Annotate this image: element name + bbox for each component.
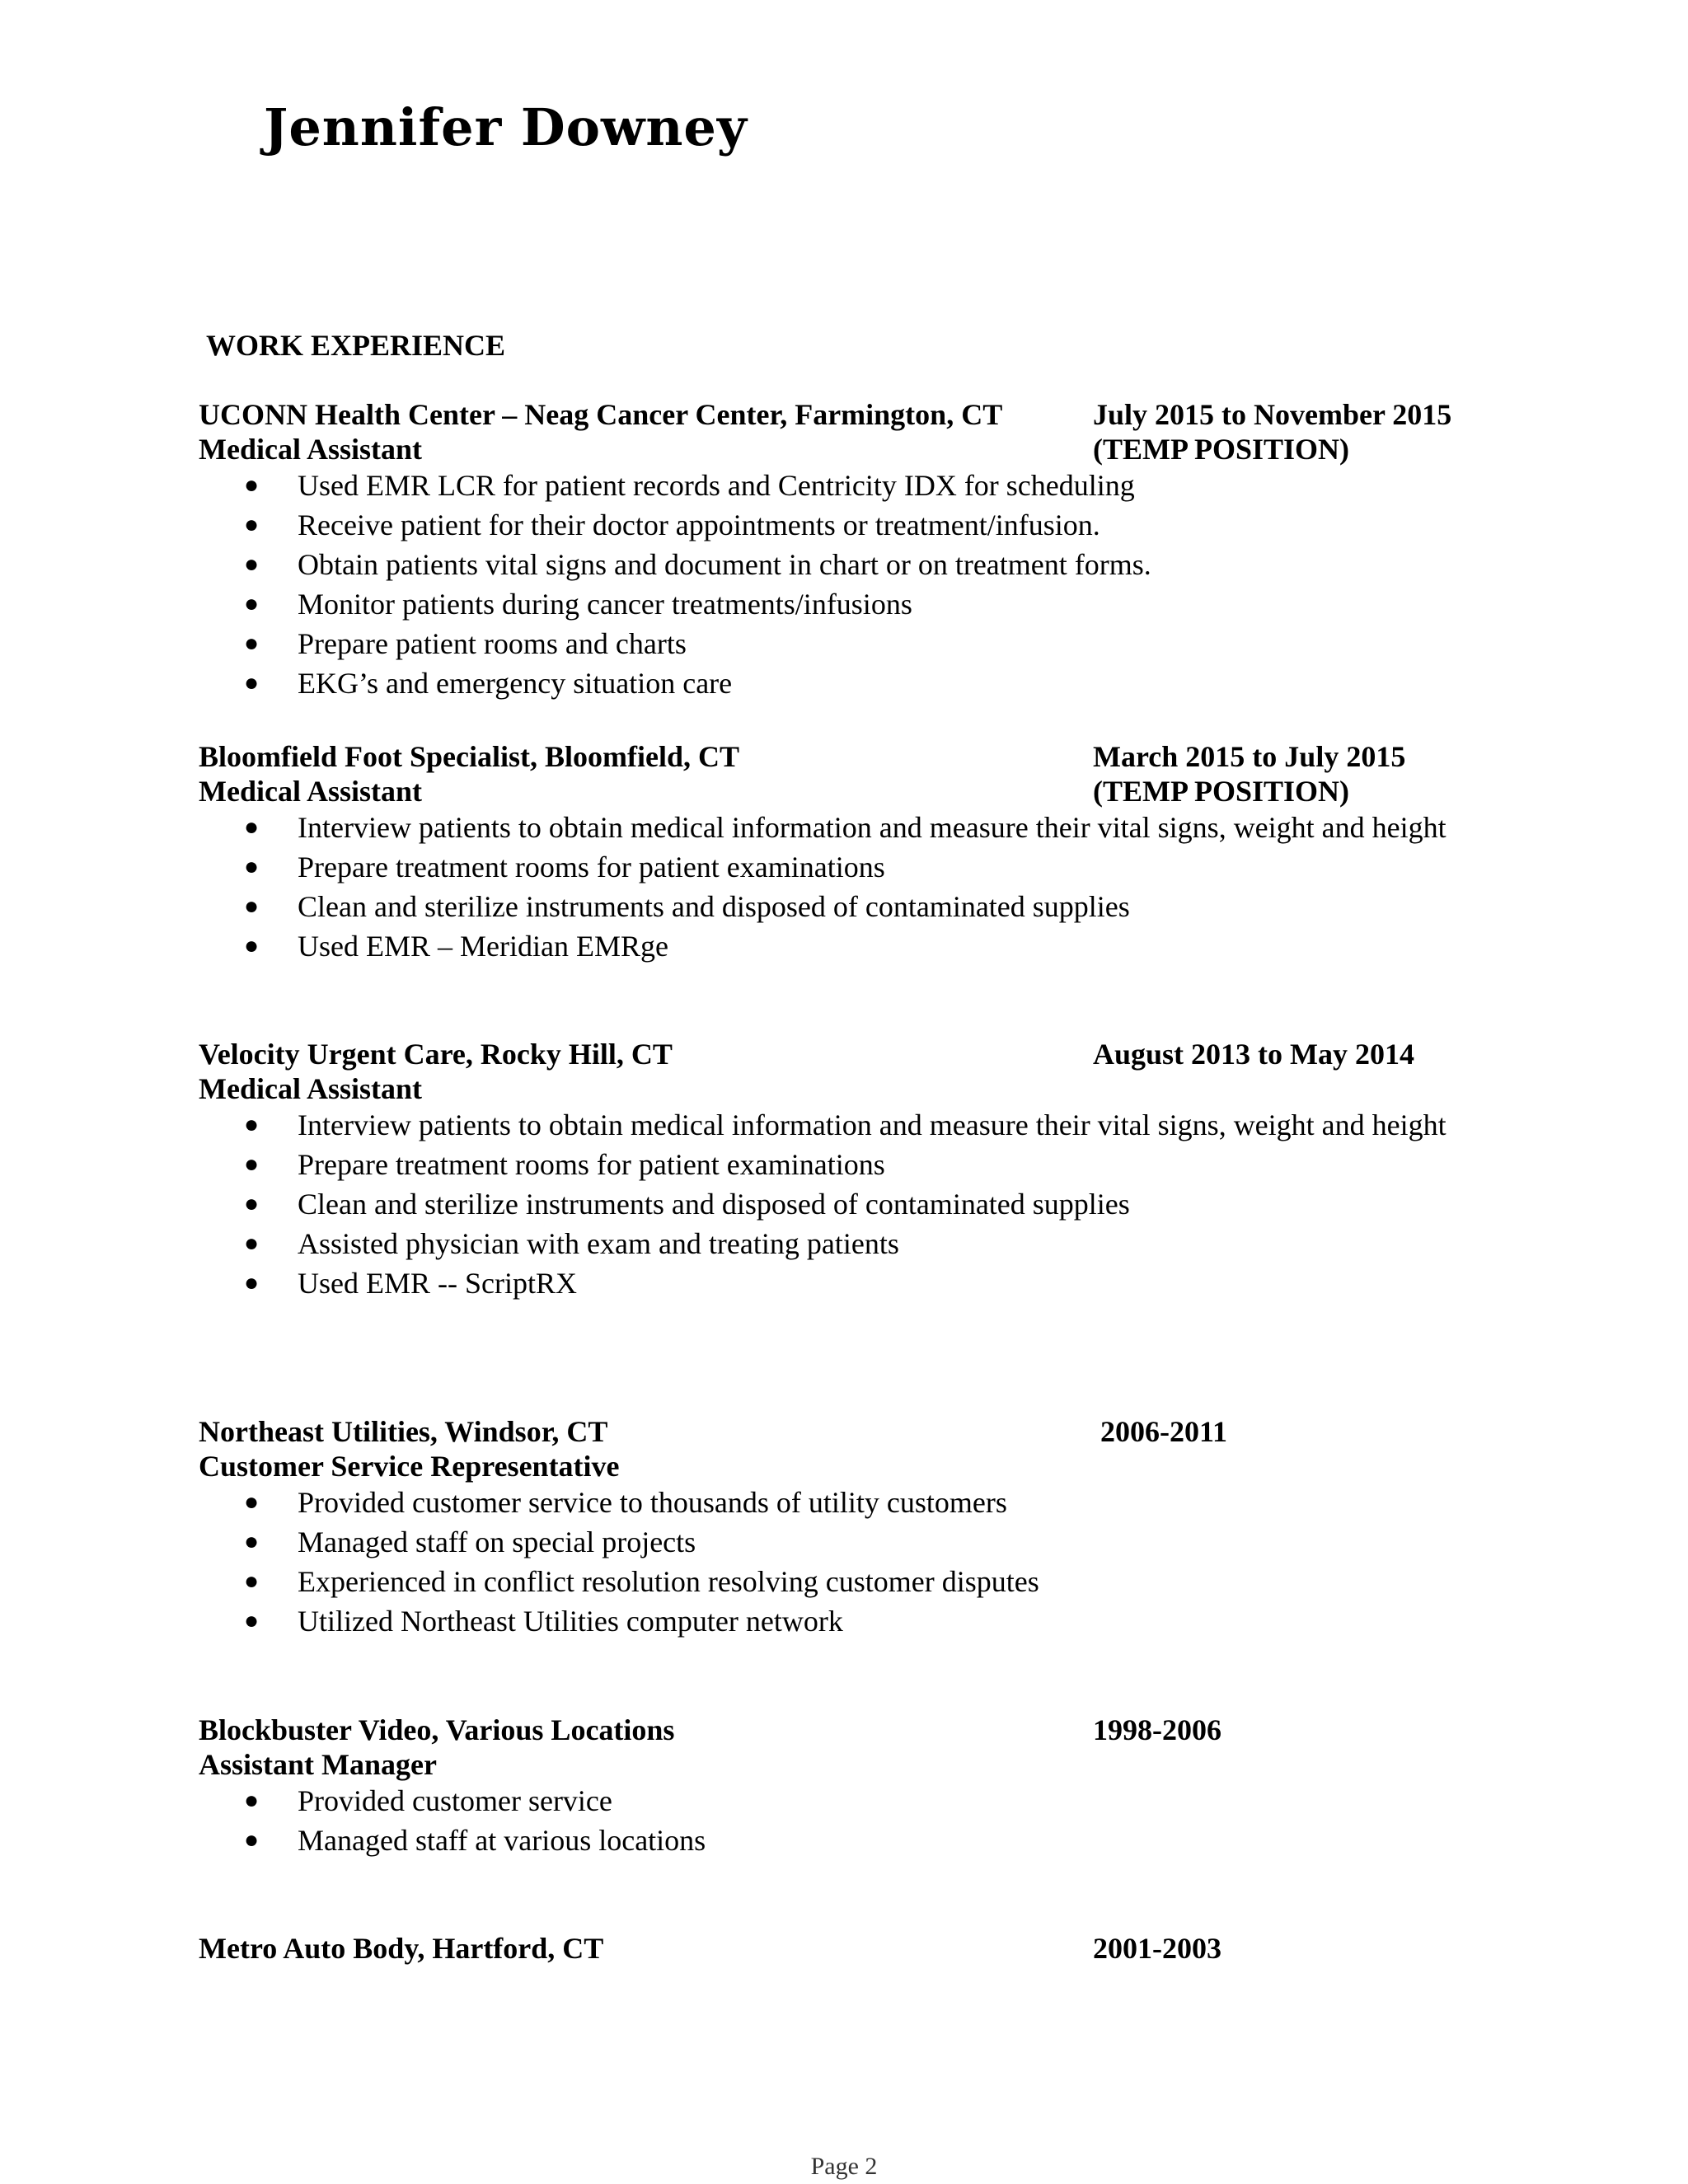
job-header-line <box>199 1037 1501 1071</box>
job-title-line <box>199 1747 1501 1782</box>
bullet-icon: ● <box>244 1151 260 1178</box>
section-title-work-experience: WORK EXPERIENCE <box>206 329 506 362</box>
list-item: ● Obtain patients vital signs and document in chart or on treatment forms. <box>199 546 1509 585</box>
job-dates: 2006-2011 <box>1100 1415 1228 1448</box>
bullet-icon: ● <box>244 813 260 841</box>
page-number: Page 2 <box>810 2153 878 2180</box>
job-title-line <box>199 774 1501 808</box>
bullet-icon: ● <box>244 1111 260 1138</box>
list-item: ● Managed staff at various locations <box>199 1821 1509 1861</box>
job-employer: Velocity Urgent Care, Rocky Hill, CT <box>199 1038 673 1071</box>
job-entry <box>199 1037 1501 1304</box>
job-dates: March 2015 to July 2015 <box>1093 740 1406 773</box>
bullet-icon: ● <box>244 551 260 578</box>
list-item: ● Clean and sterilize instruments and disposed of contaminated supplies <box>199 1185 1509 1225</box>
bullet-icon: ● <box>244 1269 260 1296</box>
list-item: ● EKG’s and emergency situation care <box>199 664 1509 704</box>
job-employer: UCONN Health Center – Neag Cancer Center, Farmington, CT <box>199 398 1003 431</box>
bullet-icon: ● <box>244 1568 260 1595</box>
job-dates: 2001-2003 <box>1093 1932 1221 1965</box>
job-title: Assistant Manager <box>199 1748 437 1781</box>
job-header-line <box>199 1713 1501 1747</box>
job-title-line <box>199 1071 1501 1106</box>
list-item: ● Utilized Northeast Utilities computer network <box>199 1602 1509 1642</box>
bullet-icon: ● <box>244 853 260 880</box>
job-duties-list <box>199 466 1501 704</box>
job-duties-list <box>199 1483 1501 1642</box>
job-entry <box>199 739 1501 967</box>
job-entry <box>199 1414 1501 1642</box>
bullet-icon: ● <box>244 630 260 657</box>
list-item: ● Provided customer service to thousands of utility customers <box>199 1483 1509 1523</box>
bullet-icon: ● <box>244 1607 260 1634</box>
job-title-line <box>199 432 1501 466</box>
bullet-icon: ● <box>244 511 260 538</box>
bullet-icon: ● <box>244 1190 260 1217</box>
bullet-icon: ● <box>244 1488 260 1516</box>
job-employer: Blockbuster Video, Various Locations <box>199 1713 675 1746</box>
job-header-line <box>199 1931 1501 1966</box>
bullet-icon: ● <box>244 893 260 920</box>
bullet-icon: ● <box>244 471 260 499</box>
list-item: ● Prepare patient rooms and charts <box>199 625 1509 664</box>
list-item: ● Managed staff on special projects <box>199 1523 1509 1563</box>
job-note: (TEMP POSITION) <box>1093 775 1350 808</box>
list-item: ● Used EMR – Meridian EMRge <box>199 927 1509 967</box>
bullet-icon: ● <box>244 1787 260 1814</box>
job-title: Medical Assistant <box>199 1072 423 1105</box>
job-entry <box>199 1931 1501 1966</box>
list-item: ● Prepare treatment rooms for patient examinations <box>199 848 1509 888</box>
job-employer: Northeast Utilities, Windsor, CT <box>199 1415 608 1448</box>
list-item: ● Clean and sterilize instruments and disposed of contaminated supplies <box>199 888 1509 927</box>
job-duties-list <box>199 1106 1501 1304</box>
list-item: ● Prepare treatment rooms for patient examinations <box>199 1146 1509 1185</box>
job-duties-list <box>199 1782 1501 1861</box>
job-employer: Metro Auto Body, Hartford, CT <box>199 1932 604 1965</box>
list-item: ● Receive patient for their doctor appointments or treatment/infusion. <box>199 506 1509 546</box>
bullet-icon: ● <box>244 1528 260 1555</box>
job-header-line <box>199 397 1501 432</box>
job-title: Medical Assistant <box>199 433 423 466</box>
list-item: ● Interview patients to obtain medical information and measure their vital signs, weight and height <box>199 1106 1509 1146</box>
list-item: ● Used EMR LCR for patient records and Centricity IDX for scheduling <box>199 466 1509 506</box>
list-item: ● Monitor patients during cancer treatments/infusions <box>199 585 1509 625</box>
job-dates: August 2013 to May 2014 <box>1093 1038 1415 1071</box>
job-title: Customer Service Representative <box>199 1450 620 1483</box>
bullet-icon: ● <box>244 1826 260 1854</box>
job-employer: Bloomfield Foot Specialist, Bloomfield, CT <box>199 740 739 773</box>
bullet-icon: ● <box>244 1230 260 1257</box>
list-item: ● Provided customer service <box>199 1782 1509 1821</box>
bullet-icon: ● <box>244 669 260 696</box>
list-item: ● Experienced in conflict resolution resolving customer disputes <box>199 1563 1509 1602</box>
job-header-line <box>199 1414 1501 1449</box>
job-dates: 1998-2006 <box>1093 1713 1221 1746</box>
bullet-icon: ● <box>244 590 260 617</box>
candidate-name: Jennifer Downey <box>264 97 748 157</box>
list-item: ● Interview patients to obtain medical information and measure their vital signs, weight and height <box>199 808 1509 848</box>
job-entry <box>199 397 1501 704</box>
list-item: ● Used EMR -- ScriptRX <box>199 1264 1509 1304</box>
job-title-line <box>199 1449 1501 1483</box>
list-item: ● Assisted physician with exam and treating patients <box>199 1225 1509 1264</box>
job-dates: July 2015 to November 2015 <box>1093 398 1452 431</box>
job-duties-list <box>199 808 1501 967</box>
job-title: Medical Assistant <box>199 775 423 808</box>
job-entry <box>199 1713 1501 1861</box>
job-header-line <box>199 739 1501 774</box>
bullet-icon: ● <box>244 932 260 959</box>
job-note: (TEMP POSITION) <box>1093 433 1350 466</box>
